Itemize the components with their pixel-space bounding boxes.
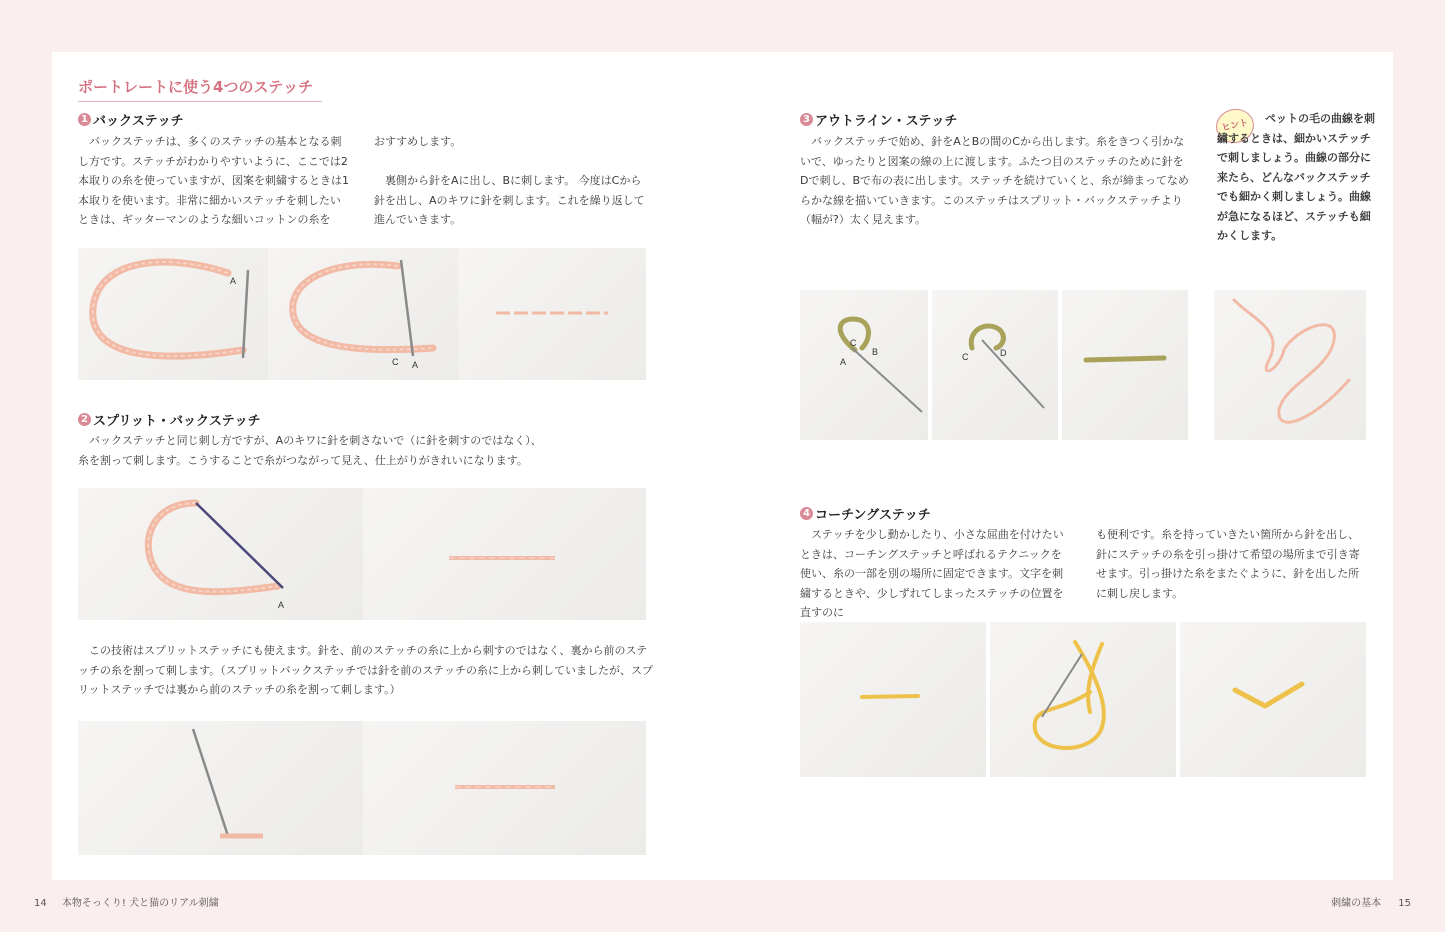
backstitch-photo-1 [78, 248, 268, 380]
outline-photo1-label-a: A [840, 357, 847, 367]
footer-left [34, 894, 219, 909]
outline-photo-3 [1062, 290, 1188, 440]
section3-number-badge: 3 [800, 113, 813, 126]
page-title: ポートレートに使う4つのステッチ [78, 76, 322, 102]
section4-heading [800, 504, 931, 523]
section1-number-badge: 1 [78, 113, 91, 126]
section1-text-col1 [78, 132, 350, 230]
footer-right [1331, 894, 1411, 909]
section4-title: コーチングステッチ [815, 508, 931, 523]
section3-paragraph: バックステッチで始め、針をAとBの間のCから出します。糸をきつく引かないで、ゆったりと図案の線の上に渡します。ふたつ目のステッチのために針をDで刺し、Bで布の表に出します。ステッチを続けていくと、糸が締まってなめらかな線を描いていきます。このステッチはスプリット・バックステッチより（幅が?）太く見えます。 [800, 135, 1189, 226]
section1-paragraph2: おすすめします。 [374, 135, 462, 148]
backstitch-photo2-label-a: A [412, 360, 419, 370]
book-title: 本物そっくり! 犬と猫のリアル刺繍 [61, 898, 219, 909]
section2-title: スプリット・バックステッチ [93, 414, 261, 429]
section4-paragraph1: ステッチを少し動かしたり、小さな屈曲を付けたいときは、コーチングステッチと呼ばれるテクニックを使い、糸の一部を別の場所に固定できます。文字を刺繍するときや、少しずれてしまったステッチの位置を直すのに [800, 528, 1064, 619]
outline-photo1-label-b: B [872, 347, 879, 357]
section2-number-badge: 2 [78, 413, 91, 426]
backstitch-photo-3 [458, 248, 646, 380]
hint-text: ペットの毛の曲線を刺繍するときは、細かいステッチで刺しましょう。曲線の部分に来たら、どんなバックステッチでも細かく刺しましょう。曲線が急になるほど、ステッチも細かくします。 [1217, 112, 1375, 242]
section2-heading [78, 410, 261, 429]
outline-photo-1 [800, 290, 928, 440]
section1-heading [78, 110, 184, 129]
split-stitch-photo-1 [78, 721, 363, 855]
section3-heading [800, 110, 957, 129]
hint-badge: ヒント [1213, 105, 1257, 146]
split-backstitch-photo-1 [78, 488, 363, 620]
section2-paragraph1: バックステッチと同じ刺し方ですが、Aのキワに針を刺さないで（に針を刺すのではなく）、糸を割って刺します。こうすることで糸がつながって見え、仕上がりがきれいになります。 [78, 434, 542, 467]
section3-title: アウトライン・ステッチ [815, 114, 958, 129]
section4-text-col2 [1096, 525, 1366, 603]
right-page-number: 15 [1398, 898, 1411, 909]
section1-paragraph1: バックステッチは、多くのステッチの基本となる刺し方です。ステッチがわかりやすいように、ここでは2本取りの糸を使っていますが、図案を刺繍するときは1本取りを使います。非常に細かいステッチを刺したいときは、ギッターマンのような細いコットンの糸を [78, 135, 349, 226]
section1-paragraph3: 裏側から針をAに出し、Bに刺します。 今度はCから針を出し、Aのキワに針を刺します。これを繰り返して進んでいきます。 [374, 174, 645, 226]
backstitch-photo-2 [268, 248, 458, 380]
left-page-number: 14 [34, 898, 47, 909]
split-photo-label-a: A [278, 600, 285, 610]
backstitch-photo2-label-c: C [392, 357, 399, 367]
split-backstitch-photo-2 [363, 488, 646, 620]
section3-text [800, 132, 1192, 230]
section4-paragraph2: も便利です。糸を持っていきたい箇所から針を出し、針にステッチの糸を引っ掛けて希望の場所まで引き寄せます。引っ掛けた糸をまたぐように、針を出した所に刺し戻します。 [1096, 528, 1360, 600]
split-stitch-photo-2 [363, 721, 646, 855]
section2-paragraph2: この技術はスプリットステッチにも使えます。針を、前のステッチの糸に上から刺すのではなく、裏から前のステッチの糸を割って刺します。（スプリットバックステッチでは針を前のステッチの糸に上から刺していましたが、スプリットステッチでは裏から前のステッチの糸を割って刺します。） [78, 644, 653, 696]
section4-number-badge: 4 [800, 507, 813, 520]
outline-photo2-label-c: C [962, 352, 969, 362]
outline-photo1-label-c: C [850, 338, 857, 348]
outline-photo2-label-d: D [1000, 348, 1007, 358]
chapter-title: 刺繍の基本 [1331, 898, 1382, 909]
couching-photo-1 [800, 622, 986, 777]
curve-stitch-photo [1214, 290, 1366, 440]
outline-photo-2 [932, 290, 1058, 440]
section2-text [78, 431, 548, 470]
section1-title: バックステッチ [93, 114, 184, 129]
couching-photo-3 [1180, 622, 1366, 777]
section4-text-col1 [800, 525, 1072, 623]
backstitch-photo1-label-a: A [230, 276, 237, 286]
section2-text-2 [78, 641, 653, 700]
section1-text-col2 [374, 132, 646, 230]
couching-photo-2 [990, 622, 1176, 777]
